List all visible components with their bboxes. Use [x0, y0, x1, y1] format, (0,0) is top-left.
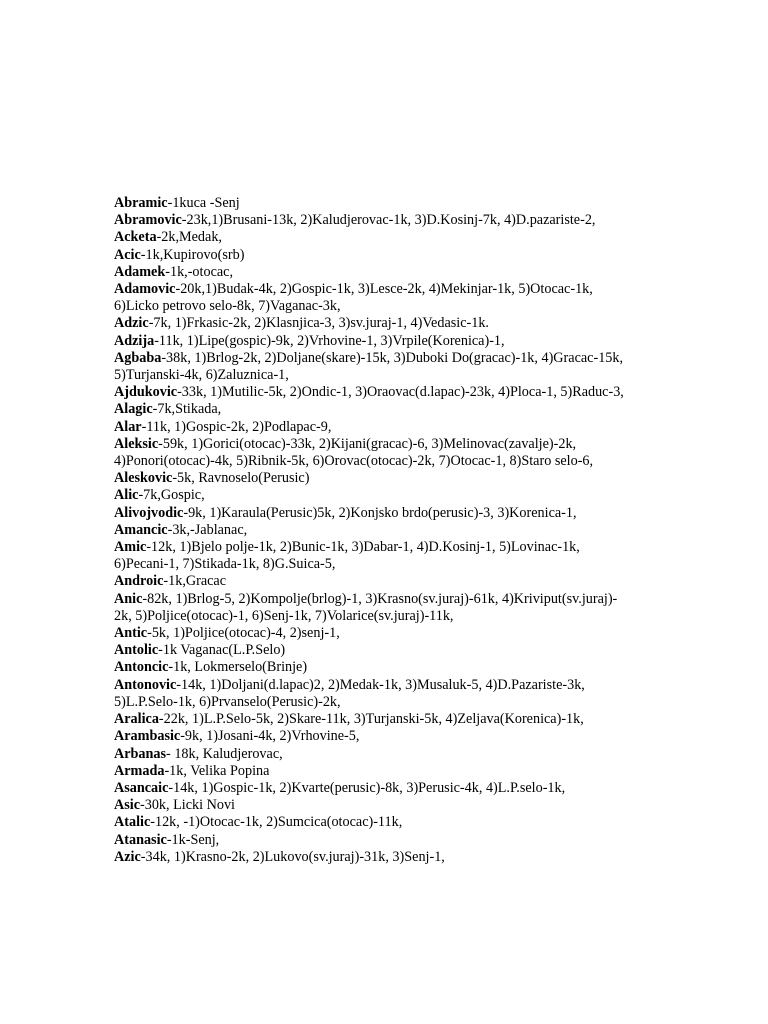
surname-entry [114, 229, 754, 246]
surname-entry [114, 763, 754, 780]
surname: Aralica [114, 711, 159, 728]
entry-detail: 5)Turjanski-4k, 6)Zaluznica-1, [114, 367, 289, 384]
surname-entry [114, 384, 754, 401]
entry-line [114, 247, 754, 264]
surname-entry [114, 814, 754, 831]
surname: Antolic [114, 642, 159, 659]
document-page [114, 195, 754, 866]
entry-line [114, 591, 754, 608]
entry-detail: -11k, 1)Gospic-2k, 2)Podlapac-9, [141, 418, 332, 435]
entry-line [114, 728, 754, 745]
entry-detail: -33k, 1)Mutilic-5k, 2)Ondic-1, 3)Oraovac(d.lapac)-23k, 4)Ploca-1, 5)Raduc-3, [177, 384, 624, 401]
surname-entry [114, 849, 754, 866]
entry-detail: -5k, Ravnoselo(Perusic) [172, 470, 310, 487]
entry-line [114, 487, 754, 504]
entry-line [114, 333, 754, 350]
entry-line [114, 694, 754, 711]
entry-line [114, 711, 754, 728]
entry-line [114, 573, 754, 590]
surname-entry [114, 212, 754, 229]
entry-line [114, 797, 754, 814]
surname-entry [114, 677, 754, 711]
entry-line [114, 642, 754, 659]
entry-detail: 5)L.P.Selo-1k, 6)Prvanselo(Perusic)-2k, [114, 693, 341, 710]
entry-line [114, 763, 754, 780]
entry-detail: -11k, 1)Lipe(gospic)-9k, 2)Vrhovine-1, 3)Vrpile(Korenica)-1, [154, 332, 505, 349]
surname-entry [114, 470, 754, 487]
entry-line [114, 436, 754, 453]
surname: Antoncic [114, 659, 169, 676]
entry-detail: -3k,-Jablanac, [167, 521, 248, 538]
entry-detail: -38k, 1)Brlog-2k, 2)Doljane(skare)-15k, 3)Duboki Do(gracac)-1k, 4)Gracac-15k, [161, 349, 624, 366]
surname-entry [114, 522, 754, 539]
surname-entry [114, 780, 754, 797]
surname: Acketa [114, 229, 157, 246]
surname-entry [114, 505, 754, 522]
surname-entry [114, 711, 754, 728]
entry-detail: 2k, 5)Poljice(otocac)-1, 6)Senj-1k, 7)Volarice(sv.juraj)-11k, [114, 607, 454, 624]
entry-line [114, 298, 754, 315]
surname: Agbaba [114, 349, 162, 366]
entry-detail: 6)Licko petrovo selo-8k, 7)Vaganac-3k, [114, 298, 341, 315]
surname-entry [114, 281, 754, 315]
entry-line [114, 229, 754, 246]
entry-detail: -30k, Licki Novi [140, 797, 235, 814]
entry-detail: -2k,Medak, [156, 229, 222, 246]
surname-entry [114, 350, 754, 384]
entry-detail: -9k, 1)Karaula(Perusic)5k, 2)Konjsko brdo(perusic)-3, 3)Korenica-1, [183, 504, 577, 521]
surname-entry [114, 539, 754, 573]
surname-entry [114, 832, 754, 849]
surname-entry [114, 625, 754, 642]
surname-entry [114, 642, 754, 659]
entry-line [114, 264, 754, 281]
entry-line [114, 677, 754, 694]
entry-line [114, 522, 754, 539]
entry-line [114, 625, 754, 642]
surname: Antic [114, 625, 148, 642]
entry-detail: -23k,1)Brusani-13k, 2)Kaludjerovac-1k, 3)D.Kosinj-7k, 4)D.pazariste-2, [181, 212, 596, 229]
entry-line [114, 212, 754, 229]
surname-entry [114, 573, 754, 590]
surname-entry [114, 659, 754, 676]
surname-entry [114, 797, 754, 814]
surname-entry [114, 419, 754, 436]
surname: Acic [114, 246, 141, 263]
surname: Androic [114, 573, 164, 590]
entry-detail: -9k, 1)Josani-4k, 2)Vrhovine-5, [180, 728, 360, 745]
entry-detail: -7k, 1)Frkasic-2k, 2)Klasnjica-3, 3)sv.juraj-1, 4)Vedasic-1k. [148, 315, 489, 332]
entry-detail: -1k, Velika Popina [164, 762, 270, 779]
entry-detail: -22k, 1)L.P.Selo-5k, 2)Skare-11k, 3)Turjanski-5k, 4)Zeljava(Korenica)-1k, [158, 711, 584, 728]
surname: Armada [114, 762, 165, 779]
surname: Alic [114, 487, 139, 504]
entry-detail: -1k,Gracac [163, 573, 227, 590]
entry-line [114, 367, 754, 384]
surname: Ajdukovic [114, 384, 178, 401]
entry-line [114, 608, 754, 625]
entry-line [114, 780, 754, 797]
entry-detail: -7k,Gospic, [138, 487, 205, 504]
surname: Arbanas [114, 745, 167, 762]
surname: Adamovic [114, 281, 176, 298]
surname: Asic [114, 797, 141, 814]
entry-detail: -12k, 1)Bjelo polje-1k, 2)Bunic-1k, 3)Dabar-1, 4)D.Kosinj-1, 5)Lovinac-1k, [146, 539, 580, 556]
surname: Azic [114, 848, 141, 865]
entry-detail: -1k,-otocac, [165, 263, 234, 280]
entry-line [114, 350, 754, 367]
surname: Aleskovic [114, 470, 173, 487]
surname: Asancaic [114, 779, 169, 796]
surname: Adzic [114, 315, 149, 332]
entry-detail: - 18k, Kaludjerovac, [166, 745, 283, 762]
entry-line [114, 419, 754, 436]
surname-entry [114, 401, 754, 418]
surname-entry [114, 487, 754, 504]
entry-detail: -7k,Stikada, [152, 401, 222, 418]
surname-entry [114, 195, 754, 212]
entry-line [114, 315, 754, 332]
entry-detail: 4)Ponori(otocac)-4k, 5)Ribnik-5k, 6)Orovac(otocac)-2k, 7)Otocac-1, 8)Staro selo-6, [114, 453, 594, 470]
surname: Adamek [114, 263, 166, 280]
entry-detail: -5k, 1)Poljice(otocac)-4, 2)senj-1, [147, 625, 340, 642]
entry-line [114, 195, 754, 212]
surname: Arambasic [114, 728, 181, 745]
surname-entry [114, 728, 754, 745]
surname-entry [114, 264, 754, 281]
entry-detail: -82k, 1)Brlog-5, 2)Kompolje(brlog)-1, 3)Krasno(sv.juraj)-61k, 4)Kriviput(sv.juraj)- [142, 590, 618, 607]
surname: Atanasic [114, 831, 167, 848]
surname-entry [114, 315, 754, 332]
surname: Amic [114, 539, 147, 556]
entry-line [114, 470, 754, 487]
entry-detail: -14k, 1)Gospic-1k, 2)Kvarte(perusic)-8k, 3)Perusic-4k, 4)L.P.selo-1k, [168, 779, 566, 796]
entry-detail: -20k,1)Budak-4k, 2)Gospic-1k, 3)Lesce-2k, 4)Mekinjar-1k, 5)Otocac-1k, [175, 281, 593, 298]
surname: Adzija [114, 332, 155, 349]
surname: Abramic [114, 195, 168, 211]
entry-line [114, 746, 754, 763]
entry-detail: -1k,Kupirovo(srb) [140, 246, 245, 263]
surname: Abramovic [114, 212, 182, 229]
entry-detail: -1k Vaganac(L.P.Selo) [158, 642, 286, 659]
entry-detail: -1kuca -Senj [167, 195, 240, 211]
surname: Atalic [114, 814, 151, 831]
surname: Antonovic [114, 676, 177, 693]
entry-line [114, 384, 754, 401]
surname-entry [114, 746, 754, 763]
entry-line [114, 401, 754, 418]
entry-line [114, 659, 754, 676]
surname-entry [114, 591, 754, 625]
surname-entry [114, 247, 754, 264]
entry-line [114, 556, 754, 573]
entry-line [114, 505, 754, 522]
entry-detail: -14k, 1)Doljani(d.lapac)2, 2)Medak-1k, 3)Musaluk-5, 4)D.Pazariste-3k, [176, 676, 585, 693]
entry-line [114, 814, 754, 831]
entry-line [114, 281, 754, 298]
entry-detail: -59k, 1)Gorici(otocac)-33k, 2)Kijani(gracac)-6, 3)Melinovac(zavalje)-2k, [158, 435, 577, 452]
entry-detail: -34k, 1)Krasno-2k, 2)Lukovo(sv.juraj)-31k, 3)Senj-1, [140, 848, 445, 865]
entry-line [114, 832, 754, 849]
entry-detail: -12k, -1)Otocac-1k, 2)Sumcica(otocac)-11k, [150, 814, 403, 831]
entry-detail: 6)Pecani-1, 7)Stikada-1k, 8)G.Suica-5, [114, 556, 336, 573]
entry-line [114, 849, 754, 866]
surname: Anic [114, 590, 143, 607]
entry-line [114, 453, 754, 470]
entry-line [114, 539, 754, 556]
surname-entry [114, 333, 754, 350]
entry-detail: -1k, Lokmerselo(Brinje) [168, 659, 308, 676]
surname: Alar [114, 418, 142, 435]
entry-detail: -1k-Senj, [166, 831, 220, 848]
surname: Alivojvodic [114, 504, 184, 521]
surname-entry [114, 436, 754, 470]
surname: Alagic [114, 401, 153, 418]
surname: Aleksic [114, 435, 159, 452]
surname: Amancic [114, 521, 168, 538]
